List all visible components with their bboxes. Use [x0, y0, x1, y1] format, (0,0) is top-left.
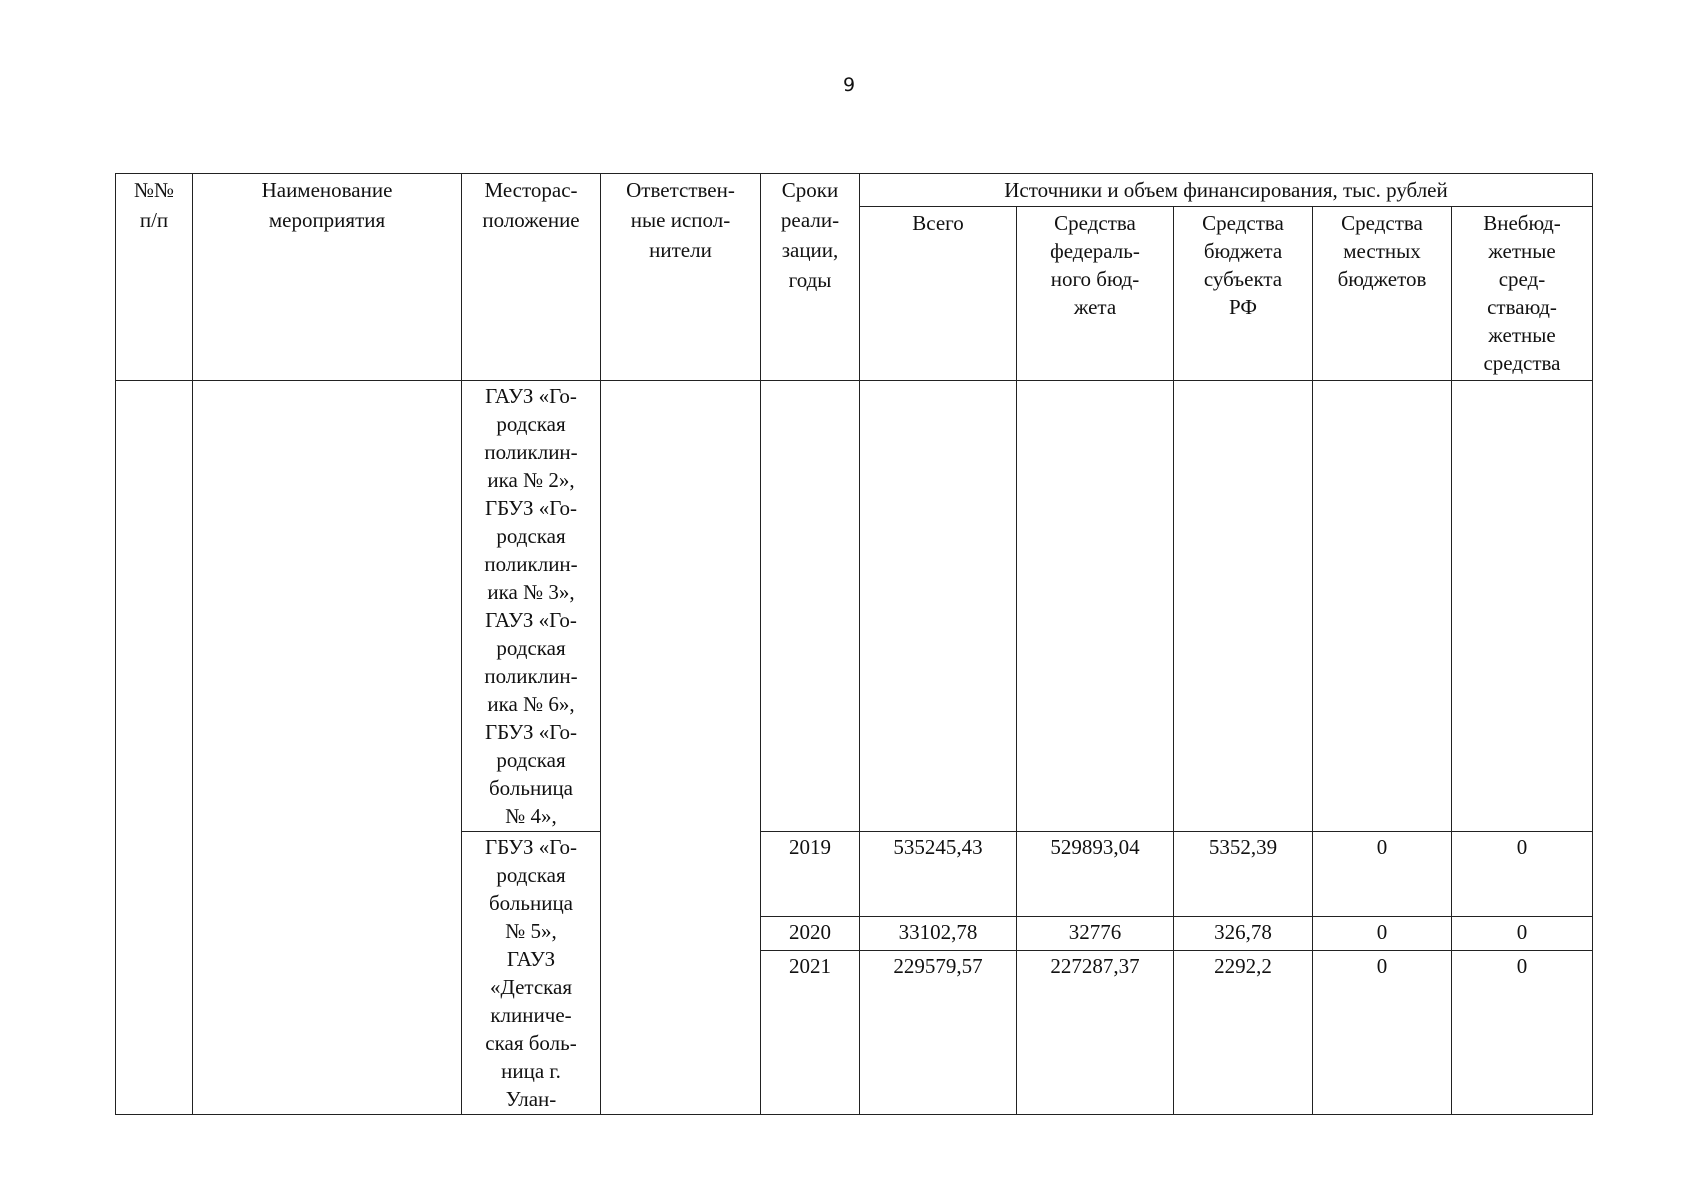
cell-empty: [1017, 381, 1174, 832]
cell-federal: 529893,04: [1017, 832, 1174, 917]
cell-extra: 0: [1452, 917, 1593, 951]
cell-empty: [761, 381, 860, 832]
funding-table: [115, 173, 1593, 1115]
cell-year: 2020: [761, 917, 860, 951]
cell-year: 2019: [761, 832, 860, 917]
header-name: Наименование мероприятия: [193, 174, 462, 381]
cell-extra: 0: [1452, 951, 1593, 1115]
cell-name: [193, 381, 462, 1115]
cell-local: 0: [1313, 832, 1452, 917]
header-funding-group: Источники и объем финансирования, тыс. рублей: [860, 174, 1593, 207]
cell-federal: 32776: [1017, 917, 1174, 951]
header-local: Средства местных бюджетов: [1313, 207, 1452, 381]
cell-total: 535245,43: [860, 832, 1017, 917]
header-extra: Внебюд- жетные сред- стваюд- жетные средства: [1452, 207, 1593, 381]
cell-responsible: [601, 381, 761, 1115]
cell-empty: [1313, 381, 1452, 832]
cell-location-part1: ГАУЗ «Го- родская поликлин- ика № 2», ГБУЗ «Го- родская поликлин- ика № 3», ГАУЗ «Го- родская поликлин- ика № 6», ГБУЗ «Го- родская больница № 4»,: [462, 381, 601, 832]
header-num: №№ п/п: [116, 174, 193, 381]
cell-empty: [1452, 381, 1593, 832]
cell-local: 0: [1313, 917, 1452, 951]
cell-total: 33102,78: [860, 917, 1017, 951]
header-total: Всего: [860, 207, 1017, 381]
cell-year: 2021: [761, 951, 860, 1115]
page-number: 9: [842, 74, 856, 96]
header-terms: Сроки реали- зации, годы: [761, 174, 860, 381]
cell-federal: 227287,37: [1017, 951, 1174, 1115]
header-federal: Средства федераль- ного бюд- жета: [1017, 207, 1174, 381]
header-regional: Средства бюджета субъекта РФ: [1174, 207, 1313, 381]
cell-regional: 5352,39: [1174, 832, 1313, 917]
header-row-1: [116, 174, 1593, 207]
cell-empty: [1174, 381, 1313, 832]
cell-regional: 2292,2: [1174, 951, 1313, 1115]
cell-total: 229579,57: [860, 951, 1017, 1115]
cell-num: [116, 381, 193, 1115]
header-responsible: Ответствен- ные испол- нители: [601, 174, 761, 381]
cell-empty: [860, 381, 1017, 832]
table-row: [116, 381, 1593, 832]
cell-local: 0: [1313, 951, 1452, 1115]
cell-extra: 0: [1452, 832, 1593, 917]
cell-regional: 326,78: [1174, 917, 1313, 951]
header-location: Месторас- положение: [462, 174, 601, 381]
cell-location-part2: ГБУЗ «Го- родская больница № 5», ГАУЗ «Детская клиниче- ская боль- ница г. Улан-: [462, 832, 601, 1115]
